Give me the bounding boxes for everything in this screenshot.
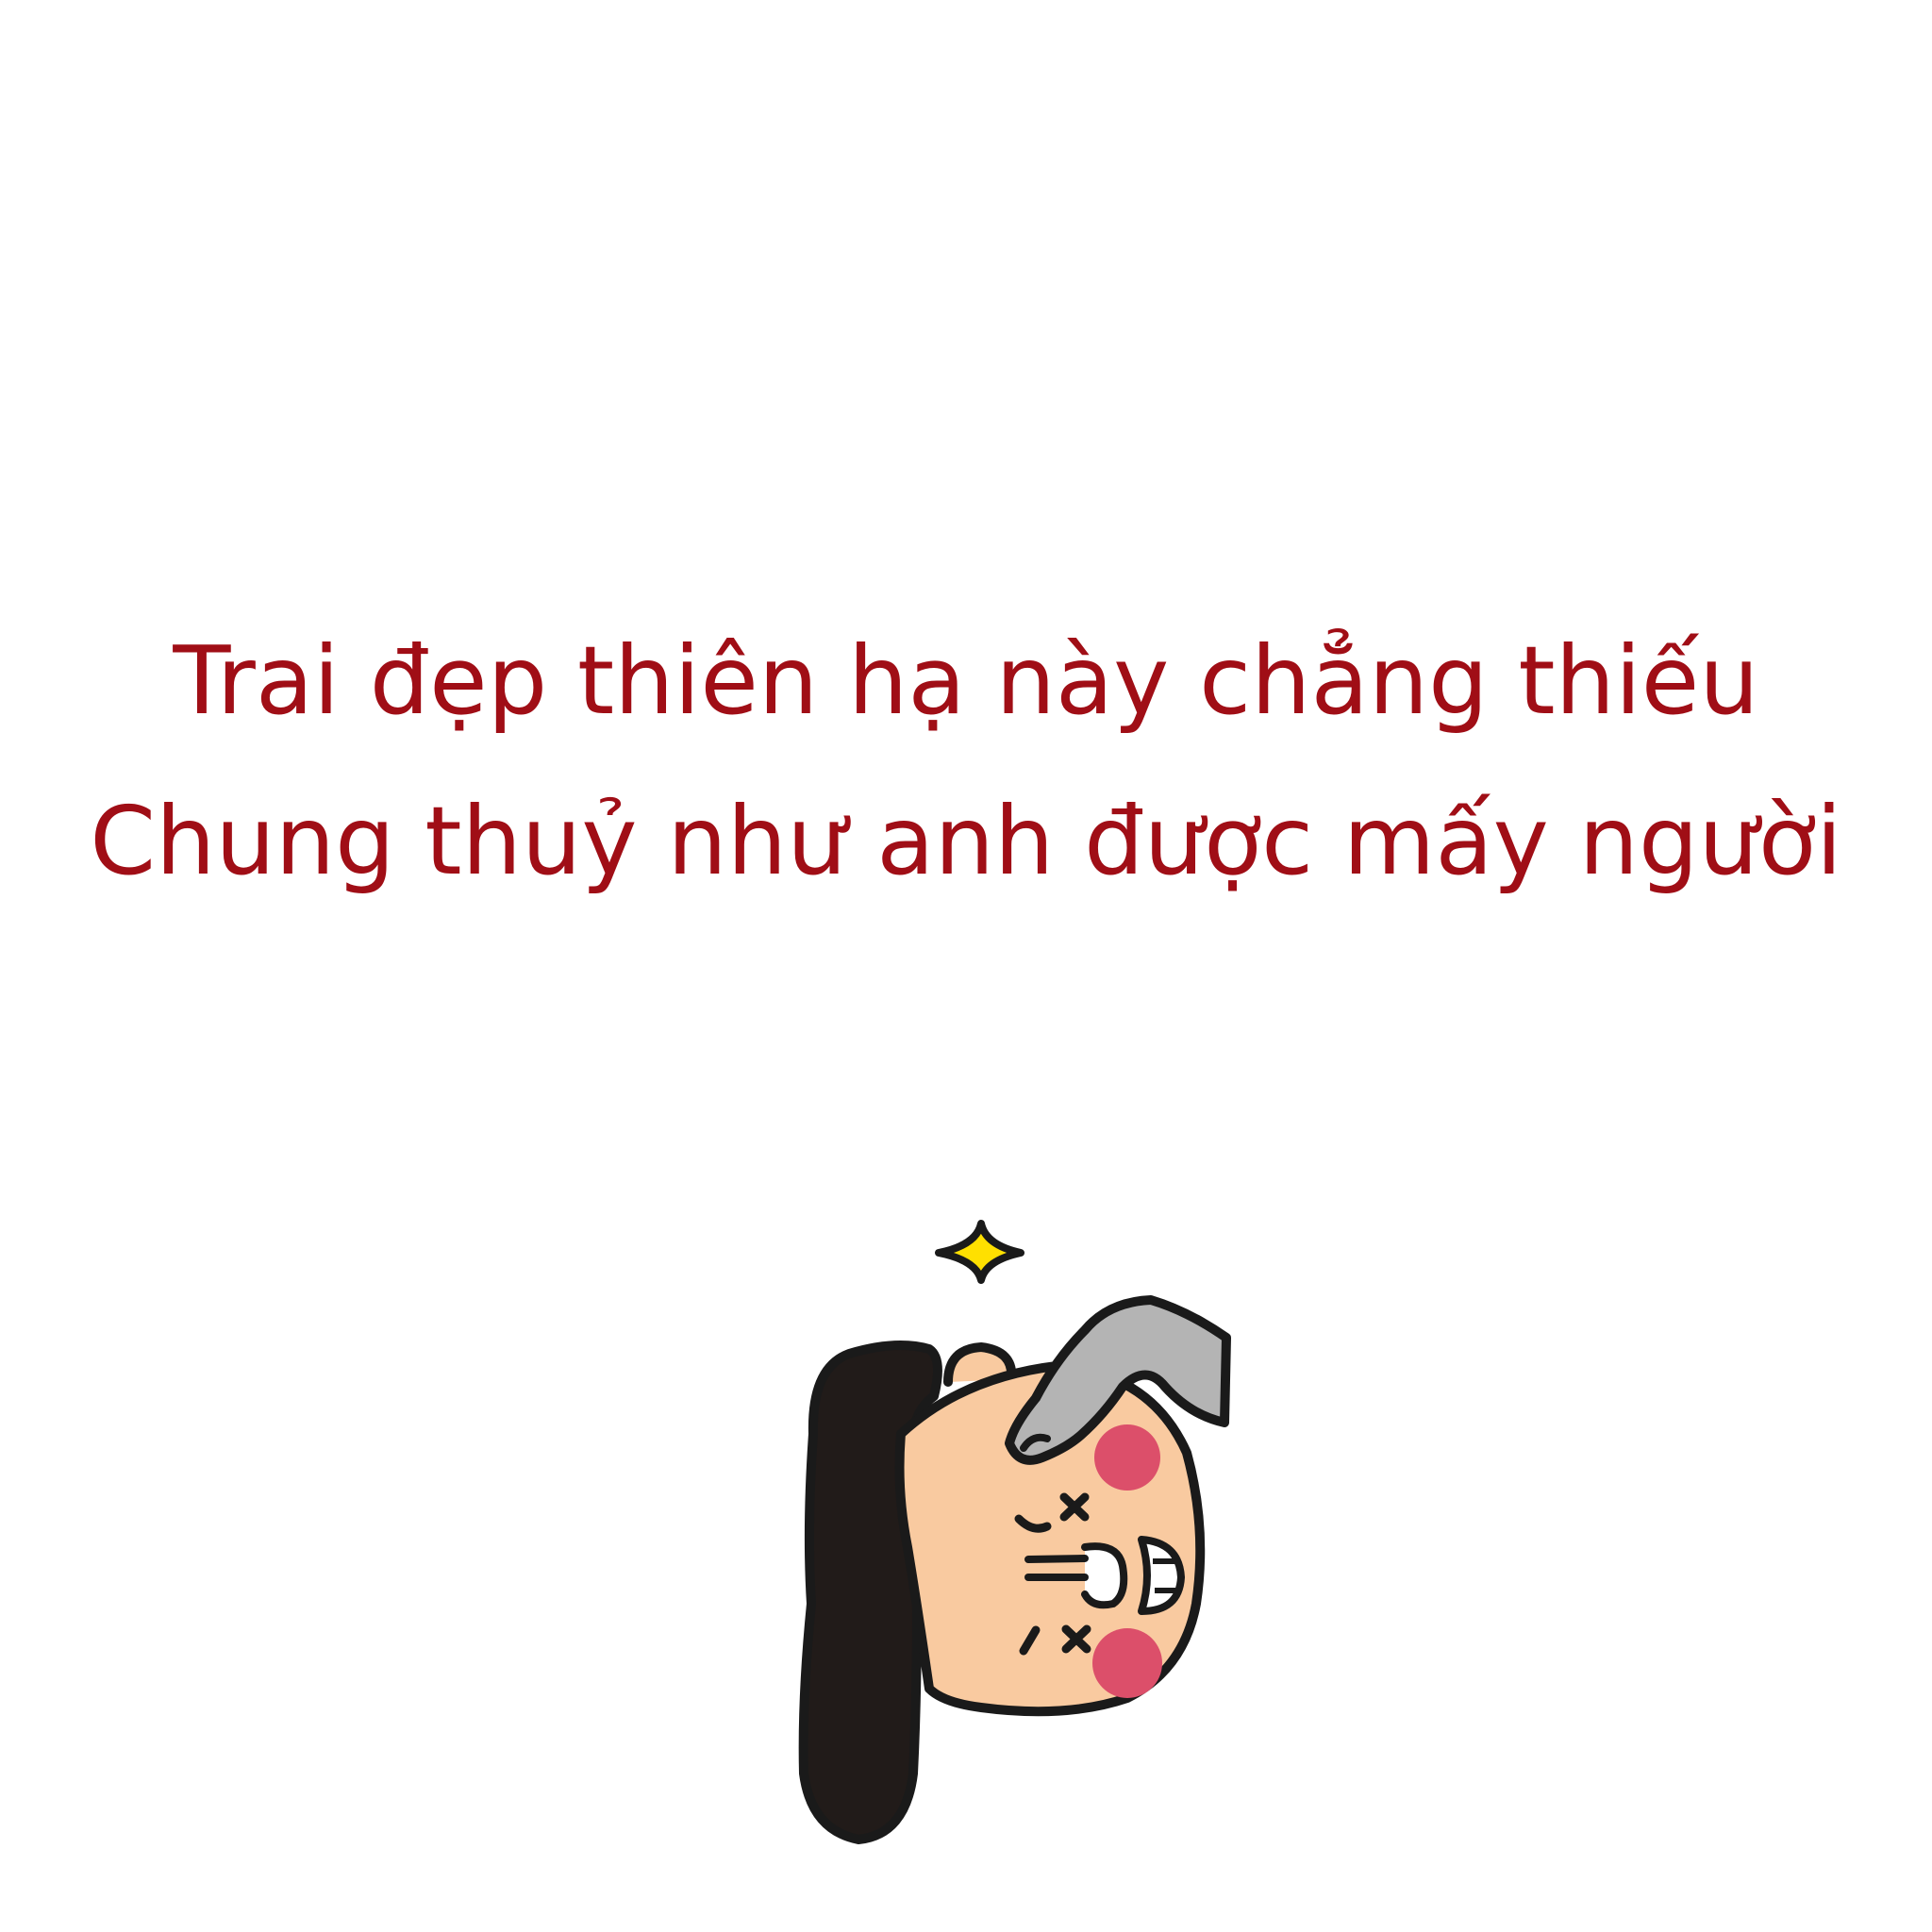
cheek-lower [1092,1628,1162,1698]
cheek-upper [1094,1424,1160,1491]
sparkle-icon [939,1224,1021,1280]
poem-line-1: Trai đẹp thiên hạ này chẳng thiếu [173,625,1759,736]
poem-line-2: Chung thuỷ như anh được mấy người [90,786,1842,896]
mouth [1141,1540,1181,1611]
